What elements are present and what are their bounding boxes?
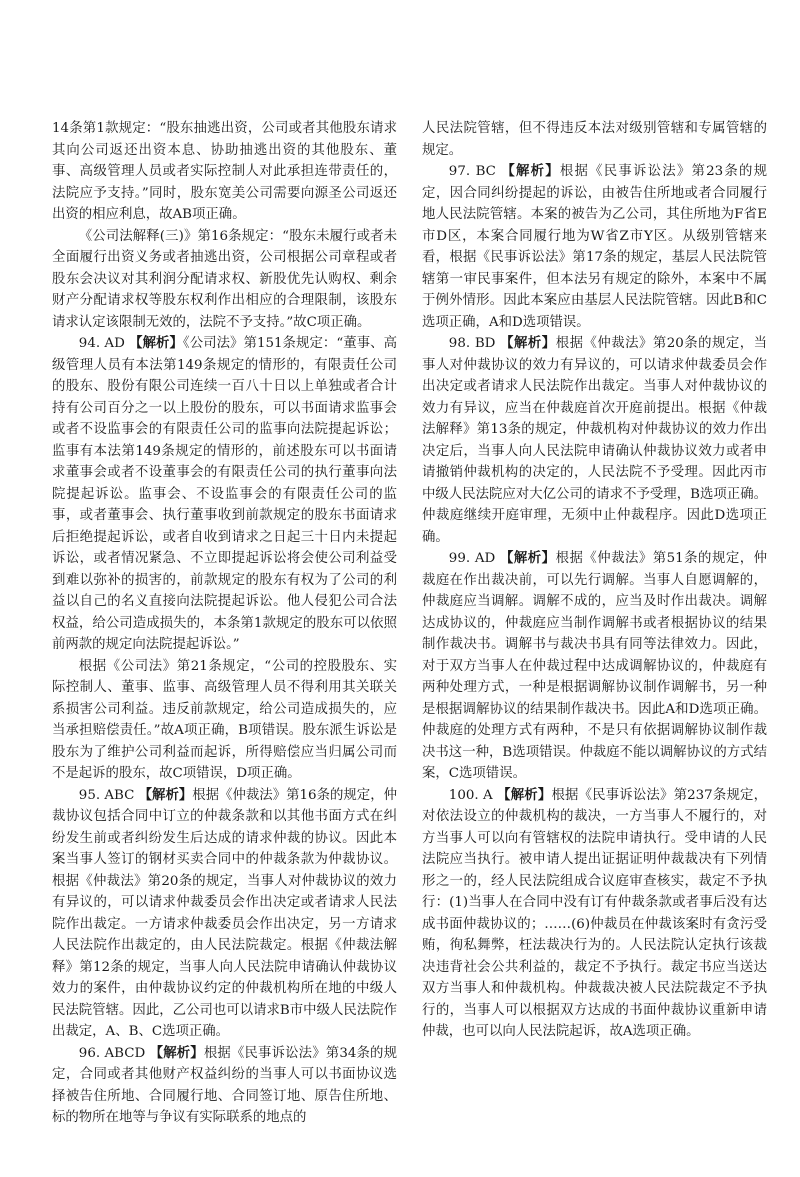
analysis-tag: 【解析】 <box>138 787 193 803</box>
paragraph: 根据《公司法》第21条规定，“公司的控股股东、实际控制人、董事、监事、高级管理人员不得利用其关联关系损害公司利益。违反前款规定，给公司造成损失的，应当承担赔偿责任。”故A项正确，B项错误。股东派生诉讼是股东为了维护公司利益而起诉，所得赔偿应当归属公司而不是起诉的股东，故C项错误，D项正确。 <box>52 658 397 781</box>
answer-number: 97. BC <box>448 164 496 179</box>
answer-99 <box>422 548 767 785</box>
analysis-text: 根据《民事诉讼法》第23条的规定，因合同纠纷提起的诉讼，由被告住所地或者合同履行地人民法院管辖。本案的被告为乙公司，其住所地为F省E市D区，本案合同履行地为W省Z市Y区。从级别管辖来看，根据《民事诉讼法》第17条的规定，基层人民法院管辖第一审民事案件，但本法另有规定的除外，本案中不属于例外情形。因此本案应由基层人民法院管辖。因此B和C选项正确，A和D选项错误。 <box>422 164 768 330</box>
paragraph: 14条第1款规定：“股东抽逃出资，公司或者其他股东请求其向公司返还出资本息、协助抽逃出资的其他股东、董事、高级管理人员或者实际控制人对此承担连带责任的，法院应予支持。”同时，股东宽美公司需要向源圣公司返还出资的相应利息，故AB项正确。 <box>52 121 397 222</box>
analysis-tag: 【解析】 <box>501 164 560 179</box>
answer-97 <box>422 161 767 333</box>
answer-number: 95. ABC <box>78 787 135 803</box>
analysis-text: 《公司法》第151条规定：“董事、高级管理人员有本法第149条规定的情形的，有限责任公司的股东、股份有限公司连续一百八十日以上单独或者合计持有公司百分之一以上股份的股东，可以书面请求监事会或者不设监事会的有限责任公司的监事向法院提起诉讼；监事有本法第149条规定的情形的，前述股东可以书面请求董事会或者不设董事会的有限责任公司的执行董事向法院提起诉讼。监事会、不设监事会的有限责任公司的监事，或者董事会、执行董事收到前款规定的股东书面请求后拒绝提起诉讼，或者自收到请求之日起三十日内未提起诉讼，或者情况紧急、不立即提起诉讼将会使公司利益受到难以弥补的损害的，前款规定的股东有权为了公司的利益以自己的名义直接向法院提起诉讼。他人侵犯公司合法权益，给公司造成损失的，本条第1款规定的股东可以依照前两款的规定向法院提起诉讼。” <box>52 336 397 652</box>
answer-number: 98. BD <box>448 336 496 351</box>
left-column <box>52 118 397 1129</box>
answer-94 <box>52 333 397 656</box>
analysis-tag: 【解析】 <box>129 336 183 351</box>
answer-number: 94. AD <box>78 336 125 351</box>
paragraph: 人民法院管辖，但不得违反本法对级别管辖和专属管辖的规定。 <box>422 121 767 158</box>
analysis-text: 根据《仲裁法》第16条的规定，仲裁协议包括合同中订立的仲裁条款和以其他书面方式在纠纷发生前或者纠纷发生后达成的请求仲裁的协议。因此本案当事人签订的钢材买卖合同中的仲裁条款为仲裁协议。根据《仲裁法》第20条的规定，当事人对仲裁协议的效力有异议的，可以请求仲裁委员会作出决定或者请求人民法院作出裁定。一方请求仲裁委员会作出决定，另一方请求人民法院作出裁定的，由人民法院裁定。根据《仲裁法解释》第12条的规定，当事人向人民法院申请确认仲裁协议效力的案件，由仲裁协议约定的仲裁机构所在地的中级人民法院管辖。因此，乙公司也可以请求B市中级人民法院作出裁定，A、B、C选项正确。 <box>52 787 397 1039</box>
analysis-text: 根据《仲裁法》第51条的规定，仲裁庭在作出裁决前，可以先行调解。当事人自愿调解的，仲裁庭应当调解。调解不成的，应当及时作出裁决。调解达成协议的，仲裁庭应当制作调解书或者根据协议的结果制作裁决书。调解书与裁决书具有同等法律效力。因此，对于双方当事人在仲裁过程中达成调解协议的，仲裁庭有两种处理方式，一种是根据调解协议制作调解书，另一种是根据调解协议的结果制作裁决书。因此A和D选项正确。仲裁庭的处理方式有两种，不是只有依据调解协议制作裁决书这一种，B选项错误。仲裁庭不能以调解协议的方式结案，C选项错误。 <box>422 551 767 781</box>
analysis-text: 根据《民事诉讼法》第34条的规定，合同或者其他财产权益纠纷的当事人可以书面协议选择被告住所地、合同履行地、合同签订地、原告住所地、标的物所在地等与争议有实际联系的地点的 <box>52 1045 397 1125</box>
answer-number: 96. ABCD <box>78 1045 146 1061</box>
analysis-tag: 【解析】 <box>497 787 552 803</box>
right-column <box>422 118 767 1043</box>
answer-100 <box>422 785 767 1043</box>
analysis-tag: 【解析】 <box>500 336 556 351</box>
answer-number: 99. AD <box>448 551 496 566</box>
analysis-text: 根据《仲裁法》第20条的规定，当事人对仲裁协议的效力有异议的，可以请求仲裁委员会作出决定或者请求人民法院作出裁定。当事人对仲裁协议的效力有异议，应当在仲裁庭首次开庭前提出。根据《仲裁法解释》第13条的规定，仲裁机构对仲裁协议的效力作出决定后，当事人向人民法院申请确认仲裁协议效力或者申请撤销仲裁机构的决定的，人民法院不予受理。因此丙市中级人民法院应对大亿公司的请求不予受理，B选项正确。仲裁庭继续开庭审理，无须中止仲裁程序。因此D选项正确。 <box>422 336 767 545</box>
paragraph: 《公司法解释(三)》第16条规定：“股东未履行或者未全面履行出资义务或者抽逃出资，公司根据公司章程或者股东会决议对其利润分配请求权、新股优先认购权、剩余财产分配请求权等股东权利作出相应的合理限制，该股东请求认定该限制无效的，法院不予支持。”故C项正确。 <box>52 228 397 330</box>
answer-96 <box>52 1043 397 1129</box>
analysis-text: 根据《民事诉讼法》第237条规定，对依法设立的仲裁机构的裁决，一方当事人不履行的，对方当事人可以向有管辖权的法院申请执行。受申请的人民法院应当执行。被申请人提出证据证明仲裁裁决有下列情形之一的，经人民法院组成合议庭审查核实，裁定不予执行：(1)当事人在合同中没有订有仲裁条款或者事后没有达成书面仲裁协议的；……(6)仲裁员在仲裁该案时有贪污受贿，徇私舞弊，枉法裁决行为的。人民法院认定执行该裁决违背社会公共利益的，裁定不予执行。裁定书应当送达双方当事人和仲裁机构。仲裁裁决被人民法院裁定不予执行的，当事人可以根据双方达成的书面仲裁协议重新申请仲裁，也可以向人民法院起诉，故A选项正确。 <box>422 787 767 1039</box>
answer-number: 100. A <box>448 787 493 803</box>
answer-95 <box>52 785 397 1043</box>
analysis-tag: 【解析】 <box>500 551 556 566</box>
answer-98 <box>422 333 767 548</box>
analysis-tag: 【解析】 <box>149 1045 204 1061</box>
